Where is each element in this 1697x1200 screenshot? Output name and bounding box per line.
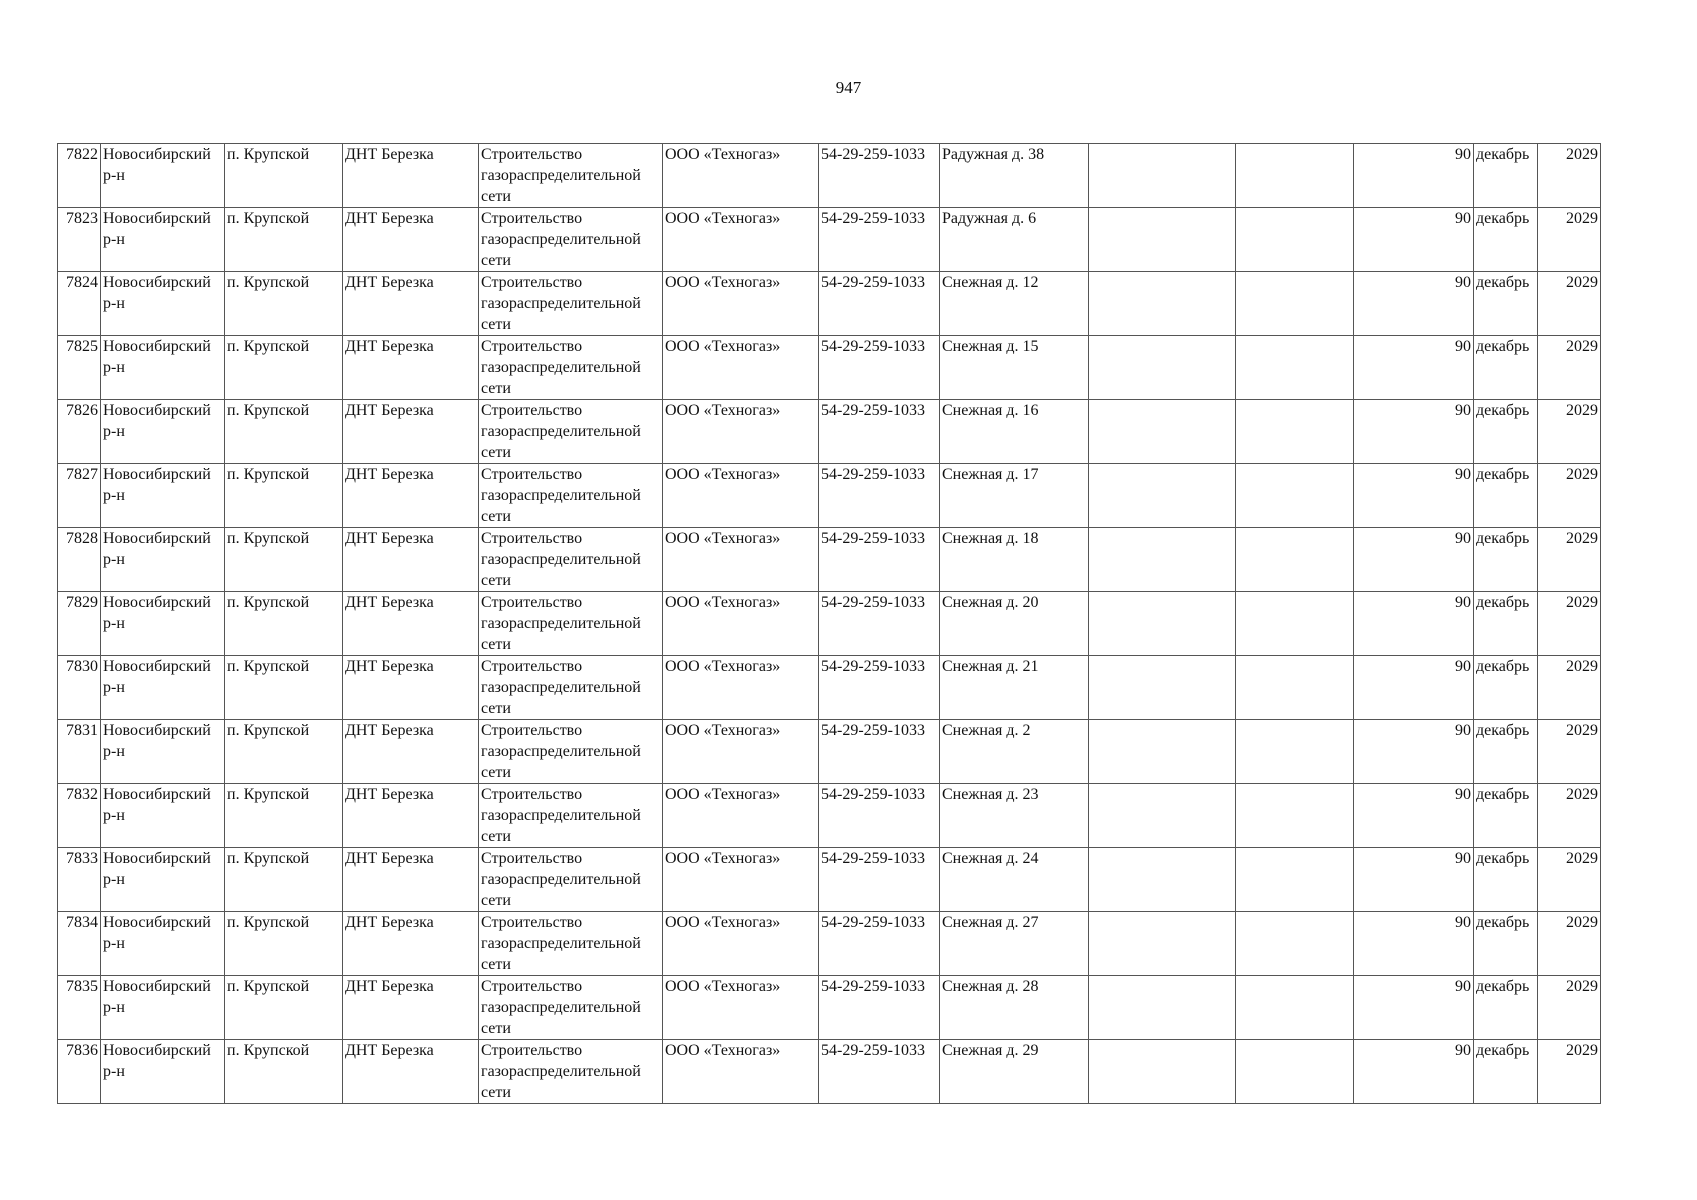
- work-type-cell: Строительство газораспределительной сети: [479, 976, 663, 1040]
- month-cell: декабрь: [1474, 208, 1538, 272]
- row-number-cell: 7830: [58, 656, 101, 720]
- capacity-cell: 90: [1354, 464, 1474, 528]
- empty-cell: [1089, 1040, 1236, 1104]
- empty-cell: [1089, 592, 1236, 656]
- row-number-cell: 7832: [58, 784, 101, 848]
- work-type-cell: Строительство газораспределительной сети: [479, 336, 663, 400]
- empty-cell: [1089, 720, 1236, 784]
- address-cell: Снежная д. 28: [940, 976, 1089, 1040]
- empty-cell: [1089, 784, 1236, 848]
- row-number-cell: 7829: [58, 592, 101, 656]
- locality-cell: п. Крупской: [225, 144, 343, 208]
- table-row: [58, 336, 1601, 400]
- address-cell: Снежная д. 23: [940, 784, 1089, 848]
- locality-cell: п. Крупской: [225, 400, 343, 464]
- month-cell: декабрь: [1474, 592, 1538, 656]
- locality-cell: п. Крупской: [225, 208, 343, 272]
- address-cell: Снежная д. 21: [940, 656, 1089, 720]
- month-cell: декабрь: [1474, 272, 1538, 336]
- settlement-cell: ДНТ Березка: [343, 208, 479, 272]
- table-row: [58, 1040, 1601, 1104]
- month-cell: декабрь: [1474, 464, 1538, 528]
- table-row: [58, 912, 1601, 976]
- locality-cell: п. Крупской: [225, 656, 343, 720]
- table-row: [58, 528, 1601, 592]
- settlement-cell: ДНТ Березка: [343, 1040, 479, 1104]
- contractor-cell: ООО «Техногаз»: [663, 272, 819, 336]
- work-type-cell: Строительство газораспределительной сети: [479, 656, 663, 720]
- table-row: [58, 464, 1601, 528]
- year-cell: 2029: [1538, 592, 1601, 656]
- empty-cell: [1236, 528, 1354, 592]
- empty-cell: [1089, 208, 1236, 272]
- registry-table: [57, 143, 1601, 1104]
- settlement-cell: ДНТ Березка: [343, 144, 479, 208]
- address-cell: Снежная д. 29: [940, 1040, 1089, 1104]
- month-cell: декабрь: [1474, 976, 1538, 1040]
- year-cell: 2029: [1538, 144, 1601, 208]
- object-code-cell: 54-29-259-1033: [819, 976, 940, 1040]
- year-cell: 2029: [1538, 912, 1601, 976]
- work-type-cell: Строительство газораспределительной сети: [479, 400, 663, 464]
- settlement-cell: ДНТ Березка: [343, 528, 479, 592]
- locality-cell: п. Крупской: [225, 976, 343, 1040]
- capacity-cell: 90: [1354, 592, 1474, 656]
- row-number-cell: 7831: [58, 720, 101, 784]
- address-cell: Снежная д. 18: [940, 528, 1089, 592]
- table-row: [58, 144, 1601, 208]
- capacity-cell: 90: [1354, 656, 1474, 720]
- locality-cell: п. Крупской: [225, 528, 343, 592]
- contractor-cell: ООО «Техногаз»: [663, 592, 819, 656]
- year-cell: 2029: [1538, 528, 1601, 592]
- empty-cell: [1089, 144, 1236, 208]
- empty-cell: [1089, 912, 1236, 976]
- empty-cell: [1089, 528, 1236, 592]
- settlement-cell: ДНТ Березка: [343, 848, 479, 912]
- settlement-cell: ДНТ Березка: [343, 464, 479, 528]
- row-number-cell: 7835: [58, 976, 101, 1040]
- settlement-cell: ДНТ Березка: [343, 272, 479, 336]
- month-cell: декабрь: [1474, 336, 1538, 400]
- year-cell: 2029: [1538, 464, 1601, 528]
- object-code-cell: 54-29-259-1033: [819, 592, 940, 656]
- capacity-cell: 90: [1354, 400, 1474, 464]
- year-cell: 2029: [1538, 1040, 1601, 1104]
- month-cell: декабрь: [1474, 848, 1538, 912]
- address-cell: Снежная д. 12: [940, 272, 1089, 336]
- empty-cell: [1089, 336, 1236, 400]
- table-row: [58, 592, 1601, 656]
- work-type-cell: Строительство газораспределительной сети: [479, 784, 663, 848]
- table-row: [58, 656, 1601, 720]
- empty-cell: [1236, 336, 1354, 400]
- district-cell: Новосибирский р-н: [101, 208, 225, 272]
- object-code-cell: 54-29-259-1033: [819, 784, 940, 848]
- table-row: [58, 208, 1601, 272]
- district-cell: Новосибирский р-н: [101, 720, 225, 784]
- row-number-cell: 7824: [58, 272, 101, 336]
- settlement-cell: ДНТ Березка: [343, 912, 479, 976]
- empty-cell: [1236, 400, 1354, 464]
- row-number-cell: 7833: [58, 848, 101, 912]
- empty-cell: [1089, 848, 1236, 912]
- district-cell: Новосибирский р-н: [101, 912, 225, 976]
- locality-cell: п. Крупской: [225, 1040, 343, 1104]
- empty-cell: [1236, 912, 1354, 976]
- capacity-cell: 90: [1354, 912, 1474, 976]
- settlement-cell: ДНТ Березка: [343, 720, 479, 784]
- contractor-cell: ООО «Техногаз»: [663, 144, 819, 208]
- contractor-cell: ООО «Техногаз»: [663, 208, 819, 272]
- address-cell: Снежная д. 16: [940, 400, 1089, 464]
- locality-cell: п. Крупской: [225, 336, 343, 400]
- table-row: [58, 784, 1601, 848]
- contractor-cell: ООО «Техногаз»: [663, 976, 819, 1040]
- object-code-cell: 54-29-259-1033: [819, 1040, 940, 1104]
- empty-cell: [1236, 144, 1354, 208]
- row-number-cell: 7828: [58, 528, 101, 592]
- object-code-cell: 54-29-259-1033: [819, 144, 940, 208]
- row-number-cell: 7822: [58, 144, 101, 208]
- row-number-cell: 7825: [58, 336, 101, 400]
- contractor-cell: ООО «Техногаз»: [663, 720, 819, 784]
- empty-cell: [1236, 208, 1354, 272]
- empty-cell: [1089, 464, 1236, 528]
- work-type-cell: Строительство газораспределительной сети: [479, 144, 663, 208]
- row-number-cell: 7823: [58, 208, 101, 272]
- row-number-cell: 7826: [58, 400, 101, 464]
- year-cell: 2029: [1538, 272, 1601, 336]
- locality-cell: п. Крупской: [225, 784, 343, 848]
- settlement-cell: ДНТ Березка: [343, 976, 479, 1040]
- district-cell: Новосибирский р-н: [101, 528, 225, 592]
- address-cell: Снежная д. 17: [940, 464, 1089, 528]
- capacity-cell: 90: [1354, 848, 1474, 912]
- locality-cell: п. Крупской: [225, 464, 343, 528]
- capacity-cell: 90: [1354, 208, 1474, 272]
- empty-cell: [1089, 976, 1236, 1040]
- contractor-cell: ООО «Техногаз»: [663, 848, 819, 912]
- table-row: [58, 976, 1601, 1040]
- year-cell: 2029: [1538, 848, 1601, 912]
- year-cell: 2029: [1538, 400, 1601, 464]
- address-cell: Снежная д. 2: [940, 720, 1089, 784]
- contractor-cell: ООО «Техногаз»: [663, 528, 819, 592]
- district-cell: Новосибирский р-н: [101, 400, 225, 464]
- object-code-cell: 54-29-259-1033: [819, 720, 940, 784]
- district-cell: Новосибирский р-н: [101, 272, 225, 336]
- district-cell: Новосибирский р-н: [101, 656, 225, 720]
- locality-cell: п. Крупской: [225, 720, 343, 784]
- work-type-cell: Строительство газораспределительной сети: [479, 720, 663, 784]
- work-type-cell: Строительство газораспределительной сети: [479, 208, 663, 272]
- address-cell: Снежная д. 27: [940, 912, 1089, 976]
- contractor-cell: ООО «Техногаз»: [663, 464, 819, 528]
- year-cell: 2029: [1538, 784, 1601, 848]
- work-type-cell: Строительство газораспределительной сети: [479, 528, 663, 592]
- empty-cell: [1236, 592, 1354, 656]
- registry-body: [58, 144, 1601, 1104]
- settlement-cell: ДНТ Березка: [343, 400, 479, 464]
- empty-cell: [1089, 272, 1236, 336]
- work-type-cell: Строительство газораспределительной сети: [479, 912, 663, 976]
- object-code-cell: 54-29-259-1033: [819, 528, 940, 592]
- empty-cell: [1236, 976, 1354, 1040]
- year-cell: 2029: [1538, 336, 1601, 400]
- capacity-cell: 90: [1354, 272, 1474, 336]
- address-cell: Снежная д. 15: [940, 336, 1089, 400]
- settlement-cell: ДНТ Березка: [343, 336, 479, 400]
- contractor-cell: ООО «Техногаз»: [663, 400, 819, 464]
- capacity-cell: 90: [1354, 784, 1474, 848]
- capacity-cell: 90: [1354, 1040, 1474, 1104]
- row-number-cell: 7834: [58, 912, 101, 976]
- empty-cell: [1236, 784, 1354, 848]
- object-code-cell: 54-29-259-1033: [819, 848, 940, 912]
- contractor-cell: ООО «Техногаз»: [663, 1040, 819, 1104]
- row-number-cell: 7836: [58, 1040, 101, 1104]
- capacity-cell: 90: [1354, 144, 1474, 208]
- year-cell: 2029: [1538, 656, 1601, 720]
- district-cell: Новосибирский р-н: [101, 336, 225, 400]
- district-cell: Новосибирский р-н: [101, 784, 225, 848]
- month-cell: декабрь: [1474, 912, 1538, 976]
- contractor-cell: ООО «Техногаз»: [663, 912, 819, 976]
- empty-cell: [1089, 656, 1236, 720]
- month-cell: декабрь: [1474, 144, 1538, 208]
- object-code-cell: 54-29-259-1033: [819, 336, 940, 400]
- district-cell: Новосибирский р-н: [101, 848, 225, 912]
- month-cell: декабрь: [1474, 400, 1538, 464]
- capacity-cell: 90: [1354, 976, 1474, 1040]
- empty-cell: [1236, 848, 1354, 912]
- table-row: [58, 400, 1601, 464]
- address-cell: Снежная д. 24: [940, 848, 1089, 912]
- year-cell: 2029: [1538, 976, 1601, 1040]
- work-type-cell: Строительство газораспределительной сети: [479, 1040, 663, 1104]
- work-type-cell: Строительство газораспределительной сети: [479, 848, 663, 912]
- locality-cell: п. Крупской: [225, 592, 343, 656]
- object-code-cell: 54-29-259-1033: [819, 656, 940, 720]
- month-cell: декабрь: [1474, 528, 1538, 592]
- settlement-cell: ДНТ Березка: [343, 784, 479, 848]
- row-number-cell: 7827: [58, 464, 101, 528]
- work-type-cell: Строительство газораспределительной сети: [479, 592, 663, 656]
- month-cell: декабрь: [1474, 656, 1538, 720]
- settlement-cell: ДНТ Березка: [343, 592, 479, 656]
- empty-cell: [1236, 720, 1354, 784]
- empty-cell: [1236, 656, 1354, 720]
- locality-cell: п. Крупской: [225, 912, 343, 976]
- contractor-cell: ООО «Техногаз»: [663, 656, 819, 720]
- month-cell: декабрь: [1474, 720, 1538, 784]
- district-cell: Новосибирский р-н: [101, 976, 225, 1040]
- table-row: [58, 848, 1601, 912]
- address-cell: Радужная д. 38: [940, 144, 1089, 208]
- district-cell: Новосибирский р-н: [101, 464, 225, 528]
- locality-cell: п. Крупской: [225, 848, 343, 912]
- capacity-cell: 90: [1354, 528, 1474, 592]
- district-cell: Новосибирский р-н: [101, 1040, 225, 1104]
- year-cell: 2029: [1538, 720, 1601, 784]
- work-type-cell: Строительство газораспределительной сети: [479, 464, 663, 528]
- month-cell: декабрь: [1474, 784, 1538, 848]
- month-cell: декабрь: [1474, 1040, 1538, 1104]
- address-cell: Радужная д. 6: [940, 208, 1089, 272]
- capacity-cell: 90: [1354, 720, 1474, 784]
- empty-cell: [1236, 1040, 1354, 1104]
- table-row: [58, 272, 1601, 336]
- page-number: 947: [835, 78, 862, 97]
- year-cell: 2029: [1538, 208, 1601, 272]
- object-code-cell: 54-29-259-1033: [819, 912, 940, 976]
- empty-cell: [1236, 464, 1354, 528]
- locality-cell: п. Крупской: [225, 272, 343, 336]
- empty-cell: [1236, 272, 1354, 336]
- object-code-cell: 54-29-259-1033: [819, 208, 940, 272]
- work-type-cell: Строительство газораспределительной сети: [479, 272, 663, 336]
- district-cell: Новосибирский р-н: [101, 592, 225, 656]
- object-code-cell: 54-29-259-1033: [819, 464, 940, 528]
- empty-cell: [1089, 400, 1236, 464]
- contractor-cell: ООО «Техногаз»: [663, 784, 819, 848]
- object-code-cell: 54-29-259-1033: [819, 400, 940, 464]
- object-code-cell: 54-29-259-1033: [819, 272, 940, 336]
- settlement-cell: ДНТ Березка: [343, 656, 479, 720]
- district-cell: Новосибирский р-н: [101, 144, 225, 208]
- table-row: [58, 720, 1601, 784]
- address-cell: Снежная д. 20: [940, 592, 1089, 656]
- capacity-cell: 90: [1354, 336, 1474, 400]
- contractor-cell: ООО «Техногаз»: [663, 336, 819, 400]
